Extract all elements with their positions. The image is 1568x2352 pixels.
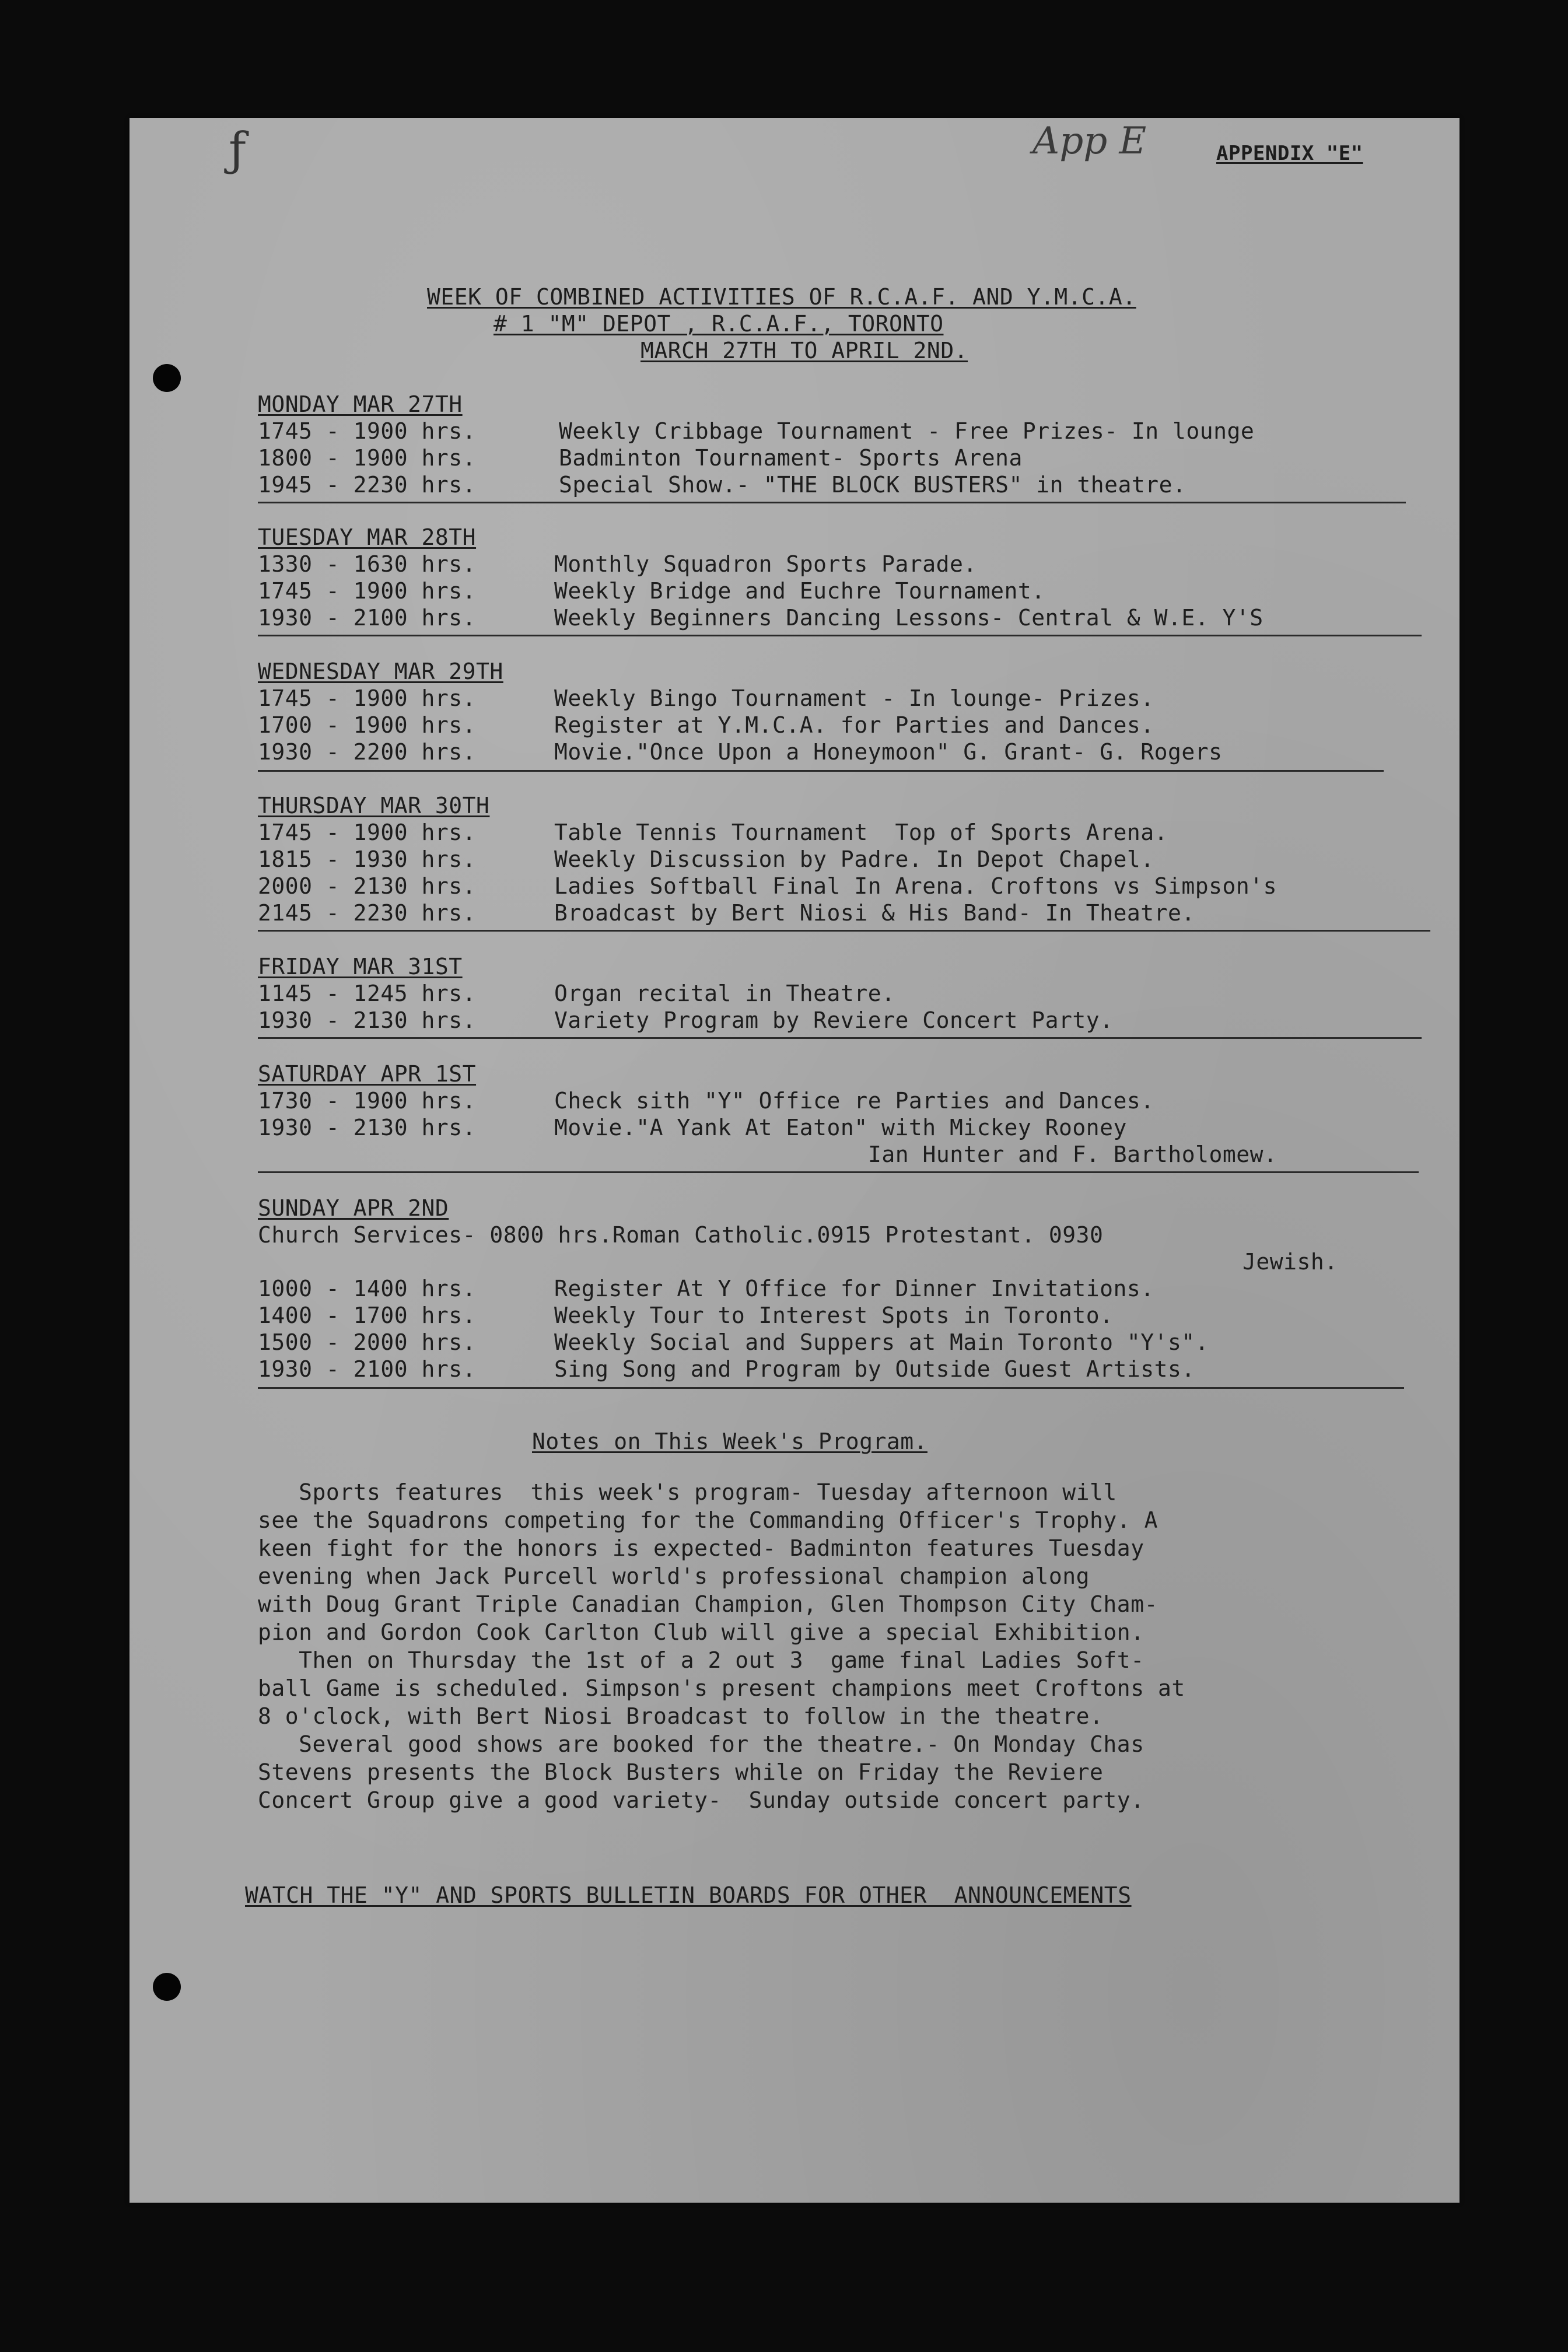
- activity: Check sith "Y" Office re Parties and Dances.: [554, 1088, 1154, 1114]
- time-slot: 1330 - 1630 hrs.: [258, 551, 477, 577]
- day-header-saturday: SATURDAY APR 1ST: [258, 1061, 477, 1087]
- day-header-thursday: THURSDAY MAR 30TH: [258, 793, 490, 818]
- activity: Register At Y Office for Dinner Invitations.: [554, 1276, 1154, 1301]
- activity: Weekly Discussion by Padre. In Depot Chapel.: [554, 846, 1154, 872]
- section-rule: [258, 1387, 1404, 1389]
- notes-heading: Notes on This Week's Program.: [532, 1429, 928, 1454]
- activity-continuation: Ian Hunter and F. Bartholomew.: [868, 1142, 1278, 1167]
- activity: Monthly Squadron Sports Parade.: [554, 551, 977, 577]
- binder-hole: [153, 364, 181, 392]
- time-slot: 1000 - 1400 hrs.: [258, 1276, 477, 1301]
- activity: Organ recital in Theatre.: [554, 981, 895, 1006]
- activity: Movie."A Yank At Eaton" with Mickey Rooney: [554, 1115, 1127, 1140]
- time-slot: 1745 - 1900 hrs.: [258, 685, 477, 711]
- activity: Sing Song and Program by Outside Guest Artists.: [554, 1356, 1195, 1382]
- time-slot: 1500 - 2000 hrs.: [258, 1329, 477, 1355]
- section-rule: [258, 930, 1430, 932]
- activity: Variety Program by Reviere Concert Party.: [554, 1007, 1114, 1033]
- time-slot: 1930 - 2130 hrs.: [258, 1115, 477, 1140]
- time-slot: 2145 - 2230 hrs.: [258, 900, 477, 926]
- activity: Weekly Bingo Tournament - In lounge- Prizes.: [554, 685, 1154, 711]
- time-slot: 2000 - 2130 hrs.: [258, 873, 477, 899]
- notes-line: Then on Thursday the 1st of a 2 out 3 game final Ladies Soft-: [258, 1647, 1144, 1673]
- section-rule: [258, 635, 1422, 636]
- time-slot: 1730 - 1900 hrs.: [258, 1088, 477, 1114]
- time-slot: 1145 - 1245 hrs.: [258, 981, 477, 1006]
- activity: Weekly Beginners Dancing Lessons- Central & W.E. Y'S: [554, 605, 1264, 631]
- activity: Register at Y.M.C.A. for Parties and Dances.: [554, 712, 1154, 738]
- church-services: Church Services- 0800 hrs.Roman Catholic.0915 Protestant. 0930: [258, 1222, 1104, 1248]
- notes-line: evening when Jack Purcell world's professional champion along: [258, 1563, 1090, 1589]
- notes-line: 8 o'clock, with Bert Niosi Broadcast to follow in the theatre.: [258, 1703, 1104, 1729]
- section-rule: [258, 1037, 1422, 1039]
- activity: Table Tennis Tournament Top of Sports Arena.: [554, 820, 1168, 845]
- day-header-sunday: SUNDAY APR 2ND: [258, 1195, 449, 1221]
- notes-line: ball Game is scheduled. Simpson's present champions meet Croftons at: [258, 1675, 1185, 1701]
- section-rule: [258, 1171, 1419, 1173]
- title-line-1: WEEK OF COMBINED ACTIVITIES OF R.C.A.F. AND Y.M.C.A.: [427, 284, 1136, 310]
- time-slot: 1400 - 1700 hrs.: [258, 1303, 477, 1328]
- appendix-label: APPENDIX "E": [1216, 142, 1363, 165]
- section-rule: [258, 502, 1406, 503]
- activity: Broadcast by Bert Niosi & His Band- In Theatre.: [554, 900, 1195, 926]
- time-slot: 1700 - 1900 hrs.: [258, 712, 477, 738]
- time-slot: 1930 - 2130 hrs.: [258, 1007, 477, 1033]
- time-slot: 1930 - 2100 hrs.: [258, 605, 477, 631]
- day-header-monday: MONDAY MAR 27TH: [258, 391, 463, 417]
- day-header-tuesday: TUESDAY MAR 28TH: [258, 524, 477, 550]
- notes-line: pion and Gordon Cook Carlton Club will give a special Exhibition.: [258, 1619, 1144, 1645]
- notes-line: with Doug Grant Triple Canadian Champion, Glen Thompson City Cham-: [258, 1591, 1158, 1617]
- title-line-3: MARCH 27TH TO APRIL 2ND.: [640, 338, 968, 363]
- notes-line: Sports features this week's program- Tuesday afternoon will: [258, 1479, 1117, 1505]
- activity: Weekly Bridge and Euchre Tournament.: [554, 578, 1045, 604]
- day-header-friday: FRIDAY MAR 31ST: [258, 954, 463, 979]
- time-slot: 1945 - 2230 hrs.: [258, 472, 477, 498]
- activity: Movie."Once Upon a Honeymoon" G. Grant- G. Rogers: [554, 739, 1223, 765]
- binder-hole: [153, 1973, 181, 2001]
- notes-line: see the Squadrons competing for the Commanding Officer's Trophy. A: [258, 1507, 1158, 1533]
- notes-line: keen fight for the honors is expected- Badminton features Tuesday: [258, 1535, 1144, 1561]
- time-slot: 1930 - 2100 hrs.: [258, 1356, 477, 1382]
- time-slot: 1800 - 1900 hrs.: [258, 445, 477, 471]
- activity: Ladies Softball Final In Arena. Croftons vs Simpson's: [554, 873, 1278, 899]
- activity: Weekly Cribbage Tournament - Free Prizes- In lounge: [559, 418, 1255, 444]
- activity: Badminton Tournament- Sports Arena: [559, 445, 1023, 471]
- title-line-2: # 1 "M" DEPOT , R.C.A.F., TORONTO: [494, 311, 944, 337]
- footer-announcement: WATCH THE "Y" AND SPORTS BULLETIN BOARDS FOR OTHER ANNOUNCEMENTS: [245, 1882, 1132, 1908]
- time-slot: 1745 - 1900 hrs.: [258, 820, 477, 845]
- section-rule: [258, 770, 1384, 772]
- time-slot: 1815 - 1930 hrs.: [258, 846, 477, 872]
- notes-line: Stevens presents the Block Busters while on Friday the Reviere: [258, 1759, 1104, 1785]
- notes-line: Concert Group give a good variety- Sunday outside concert party.: [258, 1787, 1144, 1813]
- pencil-mark: ƒ: [229, 123, 246, 177]
- handwritten-note: App E: [1032, 120, 1147, 163]
- day-header-wednesday: WEDNESDAY MAR 29TH: [258, 659, 503, 684]
- activity: Weekly Social and Suppers at Main Toronto "Y's".: [554, 1329, 1209, 1355]
- time-slot: 1930 - 2200 hrs.: [258, 739, 477, 765]
- notes-line: Several good shows are booked for the theatre.- On Monday Chas: [258, 1731, 1144, 1757]
- church-continuation: Jewish.: [1242, 1249, 1338, 1275]
- time-slot: 1745 - 1900 hrs.: [258, 418, 477, 444]
- activity: Special Show.- "THE BLOCK BUSTERS" in theatre.: [559, 472, 1186, 498]
- time-slot: 1745 - 1900 hrs.: [258, 578, 477, 604]
- activity: Weekly Tour to Interest Spots in Toronto.: [554, 1303, 1114, 1328]
